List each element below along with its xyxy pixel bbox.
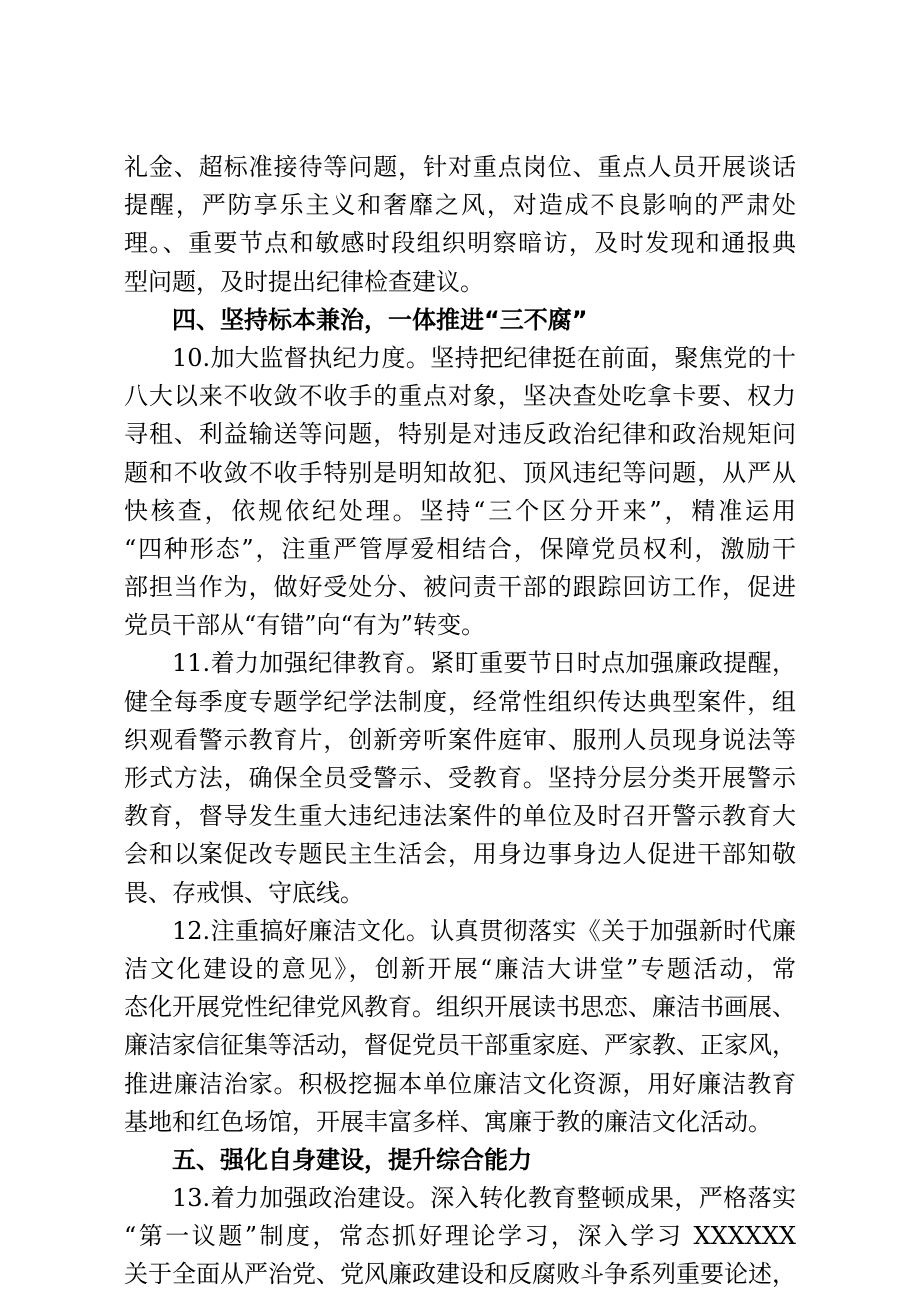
paragraph-line: 织观看警示教育片，创新旁听案件庭审、服刑人员现身说法等 — [124, 725, 796, 754]
paragraph-line: 会和以案促改专题民主生活会，用身边事身边人促进干部知敬 — [124, 840, 796, 869]
paragraph-line: 形式方法，确保全员受警示、受教育。坚持分层分类开展警示 — [124, 764, 796, 792]
paragraph-line: 10.加大监督执纪力度。坚持把纪律挺在前面，聚焦党的十 — [172, 343, 796, 372]
paragraph-line: 提醒，严防享乐主义和奢靡之风，对造成不良影响的严肃处 — [124, 191, 796, 220]
paragraph-line: 党员干部从“有错”向“有为”转变。 — [124, 611, 486, 640]
paragraph-line: 寻租、利益输送等问题，特别是对违反政治纪律和政治规矩问 — [124, 420, 796, 449]
paragraph-line: 题和不收敛不收手特别是明知故犯、顶风违纪等问题，从严从 — [124, 458, 796, 487]
paragraph-line: 洁文化建设的意见》，创新开展“廉洁大讲堂”专题活动，常 — [124, 954, 796, 983]
paragraph-line: 教育，督导发生重大违纪违法案件的单位及时召开警示教育大 — [124, 802, 796, 831]
paragraph-line: 畏、存戒惧、守底线。 — [124, 878, 364, 907]
paragraph-line: 型问题，及时提出纪律检查建议。 — [124, 267, 484, 296]
paragraph-line: 13.着力加强政治建设。深入转化教育整顿成果，严格落实 — [172, 1184, 796, 1213]
paragraph-line: “第一议题”制度，常态抓好理论学习，深入学习 XXXXXX — [124, 1222, 796, 1251]
paragraph-line: 关于全面从严治党、党风廉政建设和反腐败斗争系列重要论述， — [124, 1260, 796, 1289]
paragraph-line: 理。、重要节点和敏感时段组织明察暗访，及时发现和通报典 — [124, 229, 796, 258]
paragraph-line: 态化开展党性纪律党风教育。组织开展读书思恋、廉洁书画展、 — [124, 993, 796, 1022]
paragraph-line: 廉洁家信征集等活动，督促党员干部重家庭、严家教、正家风， — [124, 1031, 796, 1060]
paragraph-line: 礼金、超标准接待等问题，针对重点岗位、重点人员开展谈话 — [124, 153, 796, 181]
paragraph-line: “四种形态”，注重严管厚爱相结合，保障党员权利，激励干 — [124, 534, 796, 563]
section-heading: 五、强化自身建设，提升综合能力 — [172, 1145, 532, 1174]
section-heading: 四、坚持标本兼治，一体推进“三不腐” — [172, 305, 588, 334]
paragraph-line: 健全每季度专题学纪学法制度，经常性组织传达典型案件，组 — [124, 687, 796, 716]
document-body — [124, 148, 796, 1294]
paragraph-line: 12.注重搞好廉洁文化。认真贯彻落实《关于加强新时代廉 — [172, 916, 796, 945]
paragraph-line: 八大以来不收敛不收手的重点对象，坚决查处吃拿卡要、权力 — [124, 382, 796, 411]
paragraph-line: 基地和红色场馆，开展丰富多样、寓廉于教的廉洁文化活动。 — [124, 1107, 772, 1136]
paragraph-line: 11.着力加强纪律教育。紧盯重要节日时点加强廉政提醒， — [172, 649, 796, 678]
paragraph-line: 推进廉洁治家。积极挖掘本单位廉洁文化资源，用好廉洁教育 — [124, 1069, 796, 1098]
paragraph-line: 快核查，依规依纪处理。坚持“三个区分开来”，精准运用 — [124, 496, 796, 525]
paragraph-line: 部担当作为，做好受处分、被问责干部的跟踪回访工作，促进 — [124, 573, 796, 602]
